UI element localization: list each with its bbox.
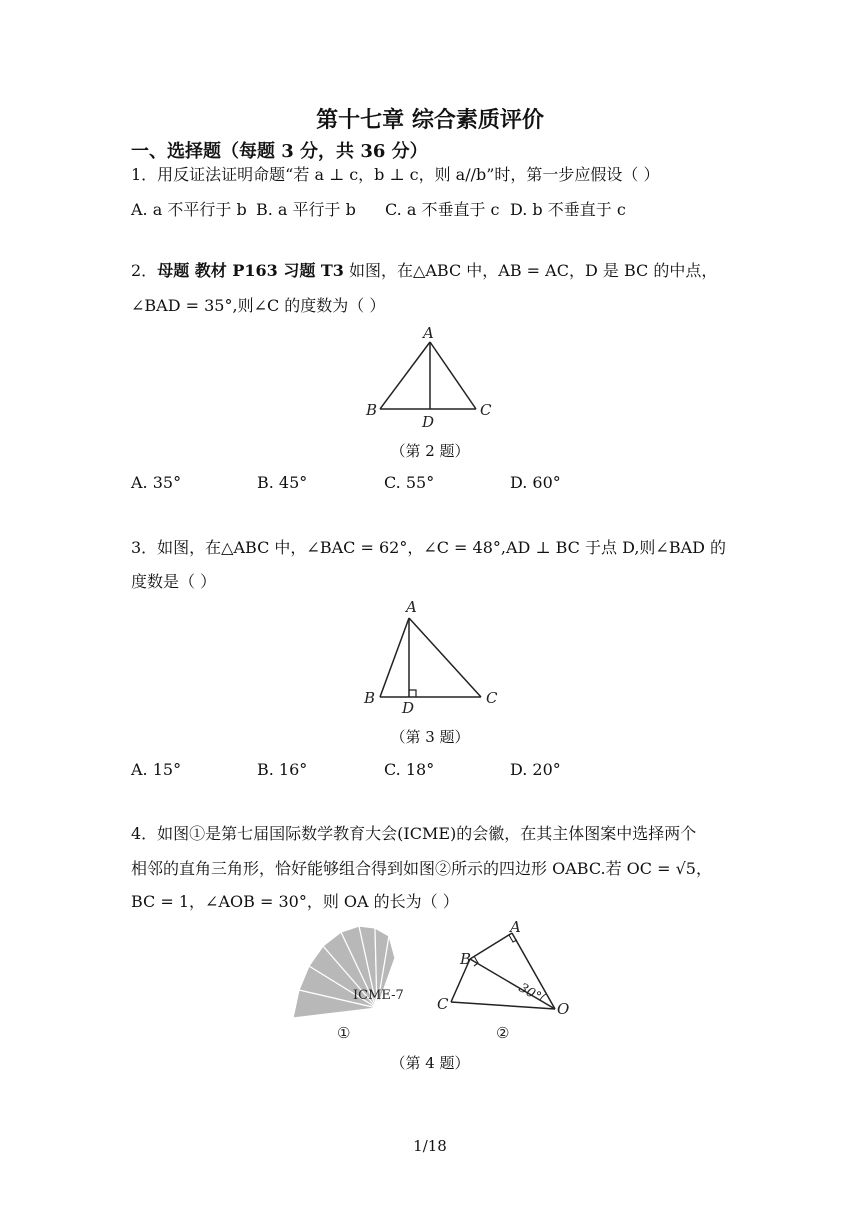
q2-option-c: C. 55° [384, 473, 435, 492]
q4-diagonal-bo [470, 959, 555, 1009]
q4-label-o: O [557, 1000, 570, 1018]
q2-side-ab [380, 342, 430, 409]
q3-figure [355, 596, 505, 718]
q3-option-d: D. 20° [510, 760, 561, 779]
q4-stem-line2: 相邻的直角三角形，恰好能够组合得到如图②所示的四边形 OABC.若 OC = √5， [131, 859, 712, 878]
q2-option-b: B. 45° [257, 473, 308, 492]
q3-right-angle-mark [409, 690, 416, 697]
q2-label-c: C [480, 401, 492, 419]
q4-label-a: A [510, 918, 521, 936]
q1-option-d: D. b 不垂直于 c [510, 200, 626, 219]
q1-stem: 1．用反证法证明命题“若 a ⊥ c，b ⊥ c，则 a//b”时，第一步应假设（ ） [131, 165, 660, 184]
q1-option-c: C. a 不垂直于 c [385, 200, 500, 219]
q2-option-a: A. 35° [131, 473, 182, 492]
q2-stem-line1 [131, 258, 717, 281]
q2-option-d: D. 60° [510, 473, 561, 492]
q2-label-d: D [422, 413, 435, 431]
q3-side-ac [409, 618, 481, 697]
q3-label-a: A [406, 598, 417, 616]
q4-side-co [451, 1002, 555, 1009]
q2-label-b: B [366, 401, 378, 419]
q1-option-a: A. a 不平行于 b [131, 200, 247, 219]
q1-option-b: B. a 平行于 b [256, 200, 356, 219]
page-title: 第十七章 综合素质评价 [316, 107, 544, 133]
q2-number: 2． [131, 261, 158, 280]
q3-stem-line1: 3．如图，在△ABC 中，∠BAC = 62°，∠C = 48°,AD ⊥ BC 于点 D,则∠BAD 的 [131, 538, 727, 557]
q3-caption: （第 3 题） [390, 728, 470, 746]
q2-caption: （第 2 题） [390, 442, 470, 460]
q2-source: 母题 教材 P163 习题 T3 [157, 261, 344, 280]
q3-side-ab [380, 618, 409, 697]
q3-option-b: B. 16° [257, 760, 308, 779]
page-number: 1/18 [413, 1137, 447, 1155]
q4-side-ba [470, 933, 512, 959]
q4-angle-label: 30° [516, 980, 544, 1005]
q4-fig2-label: ② [496, 1024, 510, 1042]
q3-stem-line2: 度数是（ ） [131, 572, 217, 591]
q4-caption: （第 4 题） [390, 1054, 470, 1072]
q4-label-b: B [460, 950, 472, 968]
q3-label-d: D [402, 699, 415, 717]
q4-icme-logo [285, 918, 405, 1046]
q2-label-a: A [423, 324, 434, 342]
q3-label-b: B [364, 689, 376, 707]
q3-label-c: C [486, 689, 498, 707]
q4-fig1-label: ① [337, 1024, 351, 1042]
q4-logo-text: ICME-7 [353, 988, 404, 1003]
section-heading: 一、选择题（每题 3 分，共 36 分） [131, 141, 428, 162]
q3-option-a: A. 15° [131, 760, 182, 779]
q4-quadrilateral-figure [430, 918, 580, 1046]
q3-option-c: C. 18° [384, 760, 435, 779]
q2-stem-line2: ∠BAD = 35°,则∠C 的度数为（ ） [131, 296, 386, 315]
q4-stem-line1: 4．如图①是第七届国际数学教育大会(ICME)的会徽，在其主体图案中选择两个 [131, 824, 697, 843]
q4-label-c: C [437, 995, 449, 1013]
q4-stem-line3: BC = 1，∠AOB = 30°，则 OA 的长为（ ） [131, 892, 459, 911]
q2-figure [355, 320, 505, 432]
q2-stem-rest: 如图，在△ABC 中，AB = AC，D 是 BC 的中点， [343, 261, 718, 280]
q2-side-ac [430, 342, 476, 409]
